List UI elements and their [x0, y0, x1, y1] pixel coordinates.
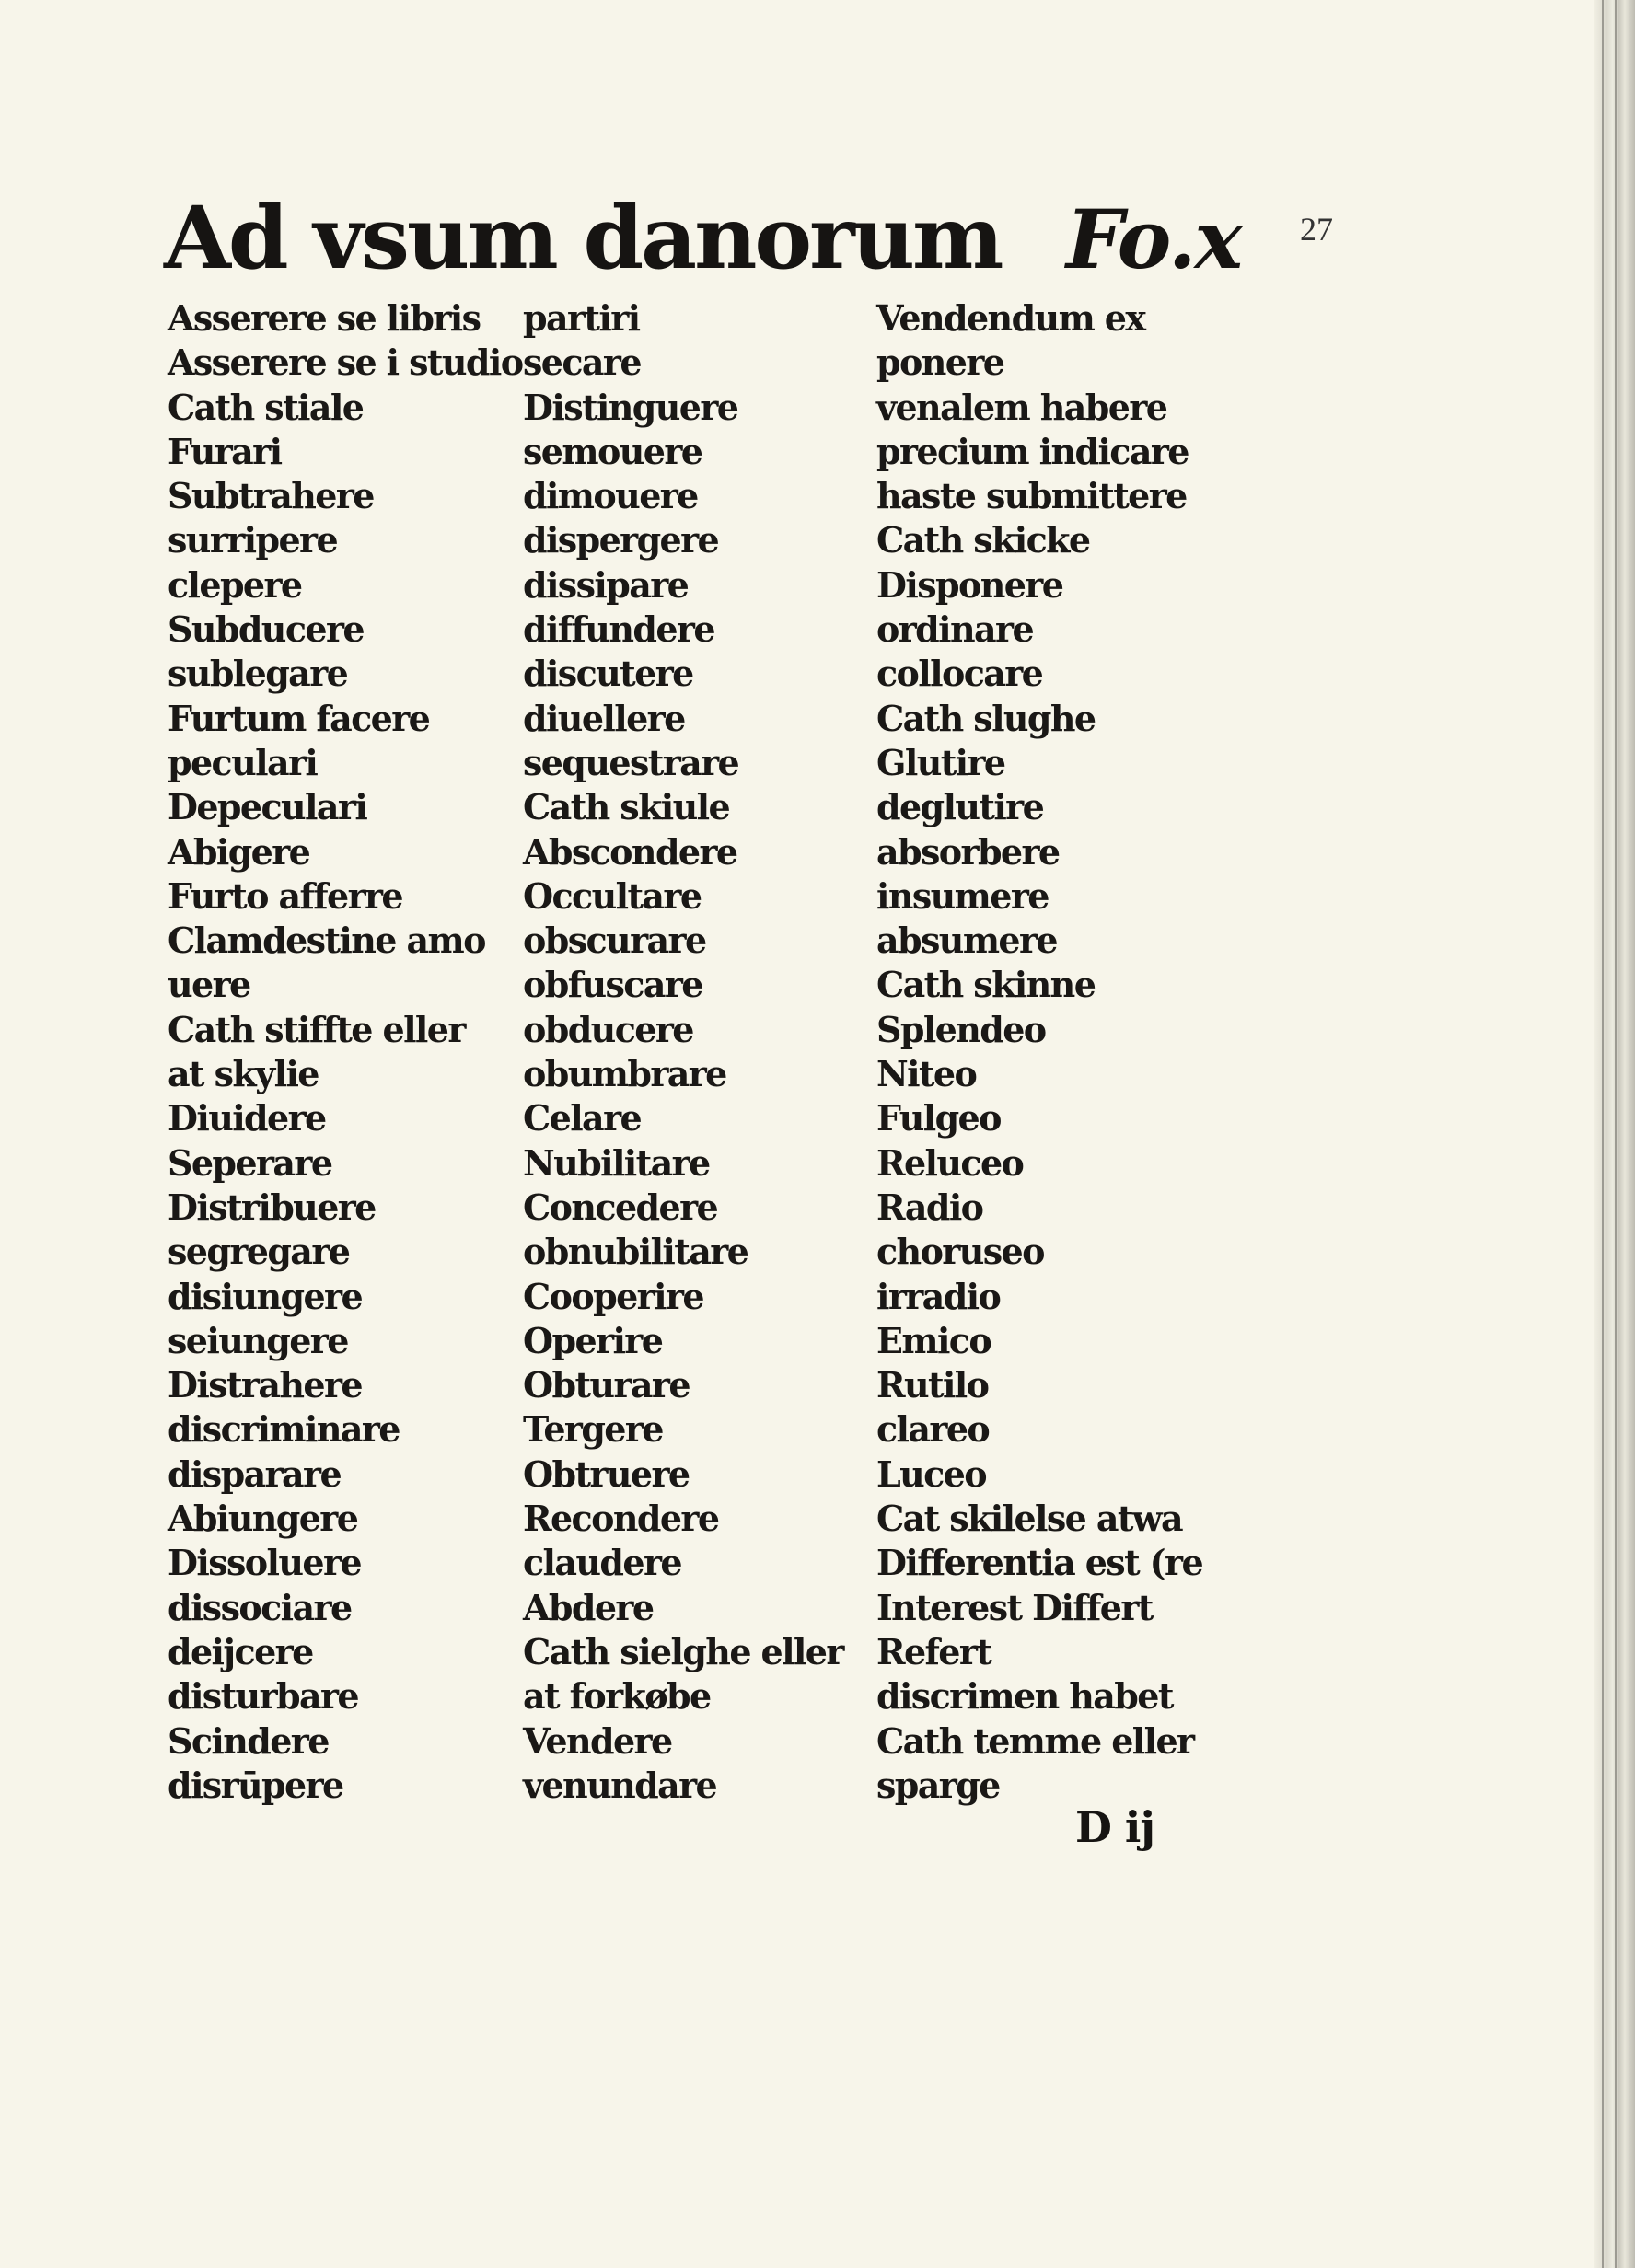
word-entry: Fulgeo [876, 1097, 1001, 1140]
word-entry: choruseo [876, 1231, 1044, 1273]
word-entry: Splendeo [876, 1008, 1046, 1050]
word-entry: Luceo [876, 1452, 987, 1495]
word-entry: Scindere [168, 1719, 329, 1762]
word-entry: Obtruere [523, 1452, 690, 1495]
word-entry: Cath slughe [876, 697, 1096, 739]
word-entry: Tergere [523, 1408, 663, 1451]
word-entry: precium indicare [876, 430, 1189, 472]
word-entry: Cath stiffte eller [168, 1008, 465, 1050]
word-entry: insumere [876, 874, 1049, 917]
word-entry: Nubilitare [523, 1141, 710, 1184]
word-entry: disiungere [168, 1275, 363, 1317]
word-entry: Distribuere [168, 1186, 376, 1228]
word-entry: Cath sielghe eller [523, 1630, 843, 1672]
word-entry: Refert [876, 1630, 991, 1672]
word-entry: Asserere se libris [168, 297, 481, 339]
word-entry: disrūpere [168, 1764, 343, 1806]
word-entry: Abscondere [523, 830, 737, 873]
word-entry: obumbrare [523, 1053, 726, 1095]
word-entry: Cath temme eller [876, 1719, 1194, 1762]
word-entry: deijcere [168, 1630, 313, 1672]
word-entry: sublegare [168, 653, 348, 695]
word-entry: obfuscare [523, 964, 702, 1006]
word-entry: partiri [523, 297, 640, 339]
word-entry: peculari [168, 741, 318, 783]
word-entry: Diuidere [168, 1097, 326, 1140]
word-entry: Glutire [876, 741, 1005, 783]
word-entry: haste submittere [876, 475, 1187, 517]
word-entry: Subducere [168, 608, 364, 651]
word-entry: claudere [523, 1542, 681, 1584]
word-entry: ponere [876, 341, 1004, 384]
word-entry: Rutilo [876, 1364, 989, 1406]
word-entry: Vendendum ex [876, 297, 1145, 339]
word-entry: dispergere [523, 519, 719, 561]
word-entry: Abigere [168, 830, 310, 873]
word-entry: Cath skiule [523, 786, 730, 828]
word-entry: Subtrahere [168, 475, 374, 517]
word-entry: Furtum facere [168, 697, 430, 739]
folio-number: Fo.x [1066, 191, 1241, 287]
word-column-1 [168, 296, 522, 1808]
word-entry: disturbare [168, 1675, 358, 1718]
word-entry: Radio [876, 1186, 983, 1228]
word-entry: Clamdestine amo [168, 920, 485, 962]
word-entry: irradio [876, 1275, 1001, 1317]
word-entry: absorbere [876, 830, 1060, 873]
word-entry: obnubilitare [523, 1231, 748, 1273]
word-entry: discrimen habet [876, 1675, 1173, 1718]
page-number: 27 [1300, 211, 1333, 248]
edge-line [1602, 0, 1604, 2268]
edge-line [1615, 0, 1617, 2268]
word-entry: diuellere [523, 697, 685, 739]
word-entry: Niteo [876, 1053, 977, 1095]
word-entry: Cath stiale [168, 386, 364, 428]
word-entry: obscurare [523, 920, 706, 962]
word-entry: Emico [876, 1319, 991, 1361]
word-entry: sparge [876, 1764, 1000, 1806]
word-entry: disparare [168, 1452, 342, 1495]
word-entry: diffundere [523, 608, 714, 651]
word-entry: Cat skilelse atwa [876, 1498, 1182, 1540]
word-entry: Abdere [523, 1586, 654, 1628]
word-entry: Seperare [168, 1141, 332, 1184]
word-column-2 [523, 296, 843, 1808]
word-entry: clepere [168, 563, 302, 606]
word-entry: Operire [523, 1319, 663, 1361]
word-entry: Cath skinne [876, 964, 1096, 1006]
word-entry: seiungere [168, 1319, 348, 1361]
word-entry: Concedere [523, 1186, 718, 1228]
signature-mark: D ij [1075, 1802, 1155, 1852]
word-entry: Recondere [523, 1498, 719, 1540]
word-entry: venundare [523, 1764, 717, 1806]
word-entry: ordinare [876, 608, 1034, 651]
word-entry: Distrahere [168, 1364, 362, 1406]
word-entry: dissociare [168, 1586, 352, 1628]
word-entry: Dissoluere [168, 1542, 361, 1584]
word-entry: Differentia est (re [876, 1542, 1203, 1584]
word-entry: discriminare [168, 1408, 400, 1451]
word-entry: discutere [523, 653, 693, 695]
word-entry: Cooperire [523, 1275, 703, 1317]
word-entry: Vendere [523, 1719, 672, 1762]
word-entry: venalem habere [876, 386, 1167, 428]
word-entry: Reluceo [876, 1141, 1024, 1184]
word-entry: Disponere [876, 563, 1063, 606]
word-entry: deglutire [876, 786, 1044, 828]
word-entry: segregare [168, 1231, 350, 1273]
word-entry: dissipare [523, 563, 689, 606]
word-entry: Occultare [523, 874, 702, 917]
word-entry: Interest Differt [876, 1586, 1153, 1628]
running-head: Ad vsum danorum [164, 188, 1002, 289]
word-entry: Furari [168, 430, 282, 472]
word-entry: secare [523, 341, 641, 384]
word-entry: surripere [168, 519, 338, 561]
page-edge [1594, 0, 1635, 2268]
word-entry: obducere [523, 1008, 693, 1050]
word-entry: Abiungere [168, 1498, 358, 1540]
word-entry: absumere [876, 920, 1057, 962]
word-entry: Distinguere [523, 386, 738, 428]
word-entry: uere [168, 964, 250, 1006]
word-column-3 [876, 296, 1202, 1808]
word-entry: Asserere se i studio [168, 341, 523, 384]
word-entry: sequestrare [523, 741, 739, 783]
word-entry: collocare [876, 653, 1043, 695]
word-entry: at skylie [168, 1053, 319, 1095]
word-entry: Celare [523, 1097, 642, 1140]
word-entry: at forkøbe [523, 1675, 711, 1718]
word-entry: clareo [876, 1408, 990, 1451]
word-entry: Depeculari [168, 786, 367, 828]
word-entry: dimouere [523, 475, 698, 517]
word-entry: semouere [523, 430, 702, 472]
word-entry: Furto afferre [168, 874, 402, 917]
word-entry: Obturare [523, 1364, 690, 1406]
word-entry: Cath skicke [876, 519, 1090, 561]
